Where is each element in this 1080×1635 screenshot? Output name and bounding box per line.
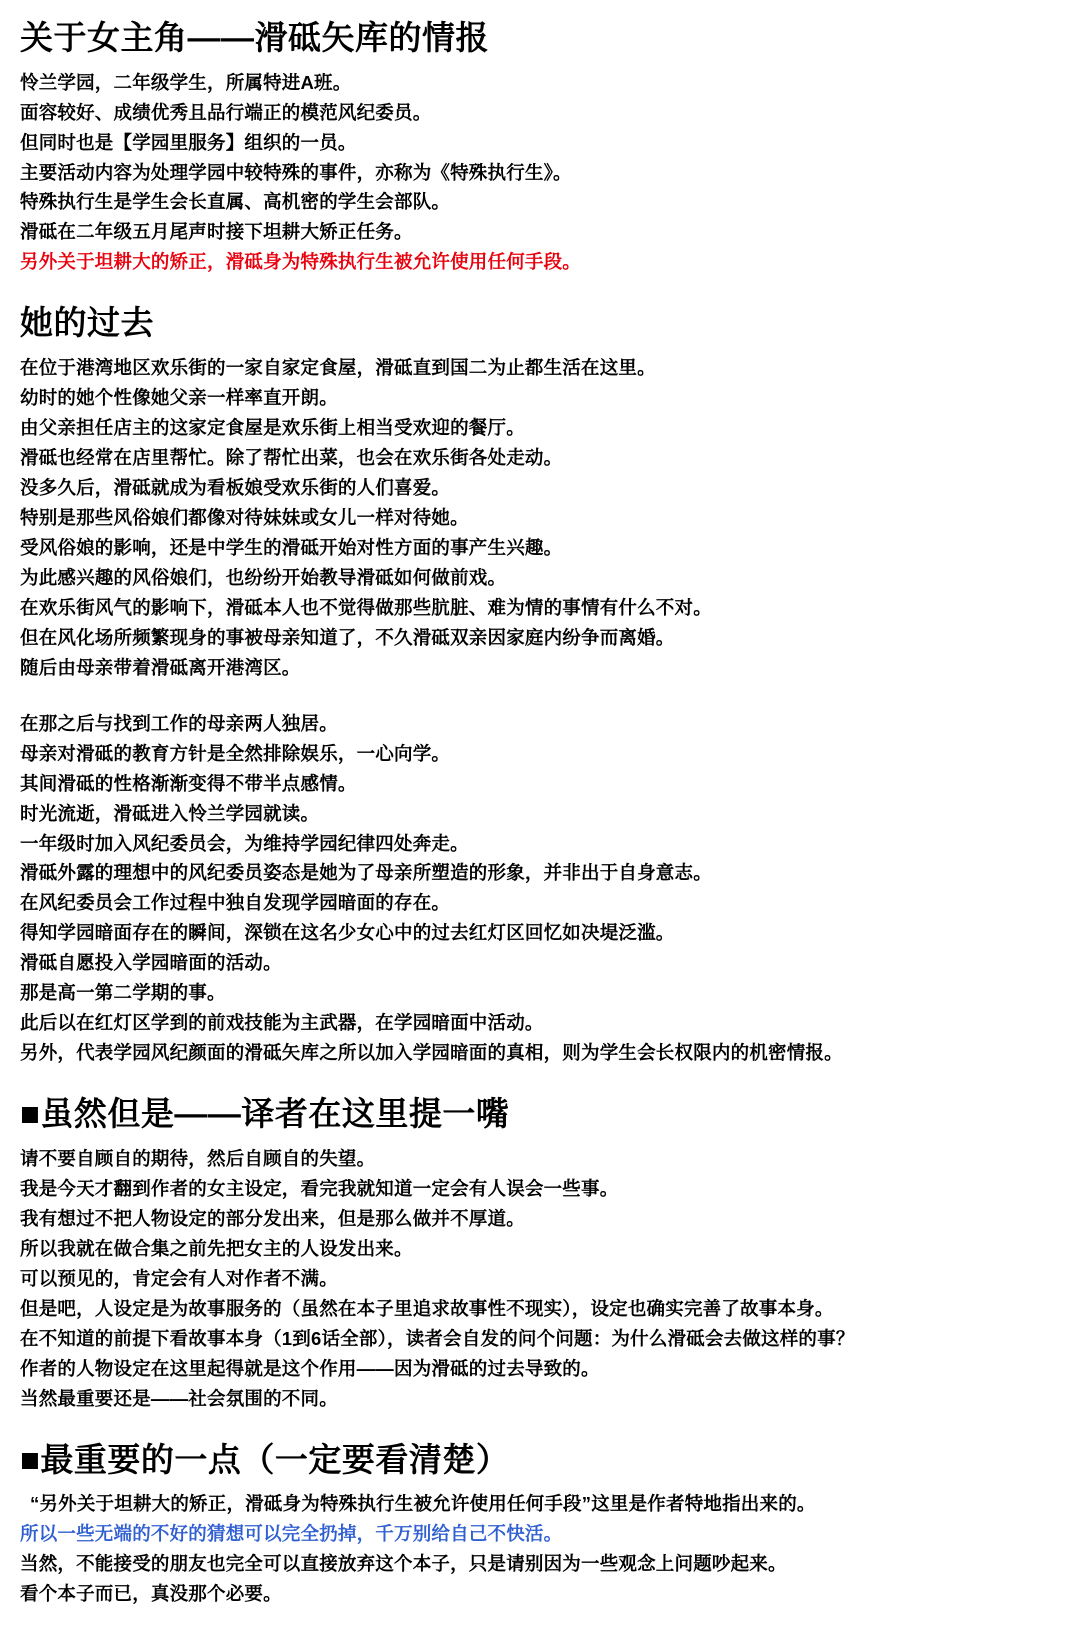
text-line: 看个本子而已，真没那个必要。 [20, 1583, 282, 1605]
text-line: 我是今天才翻到作者的女主设定，看完我就知道一定会有人误会一些事。 [20, 1177, 619, 1199]
text-line: 由父亲担任店主的这家定食屋是欢乐街上相当受欢迎的餐厅。 [20, 416, 525, 438]
text-line: 其间滑砥的性格渐渐变得不带半点感情。 [20, 772, 357, 794]
section-title-translator-note: ■虽然但是——译者在这里提一嘴 [20, 1095, 510, 1133]
text-line: 滑砥自愿投入学园暗面的活动。 [20, 952, 282, 974]
text-line: 为此感兴趣的风俗娘们，也纷纷开始教导滑砥如何做前戏。 [20, 566, 507, 588]
paragraph [20, 1144, 1056, 1414]
text-line: 特殊执行生是学生会长直属、高机密的学生会部队。 [20, 191, 451, 213]
text-line: 在不知道的前提下看故事本身（1到6话全部），读者会自发的问个问题：为什么滑砥会去做这样的事？ [20, 1327, 855, 1349]
paragraph [20, 68, 1056, 278]
text-line: 时光流逝，滑砥进入怜兰学园就读。 [20, 802, 320, 824]
text-line: 另外，代表学园风纪颜面的滑砥矢库之所以加入学园暗面的真相，则为学生会长权限内的机密情报。 [20, 1042, 843, 1064]
text-line: 面容较好、成绩优秀且品行端正的模范风纪委员。 [20, 101, 432, 123]
document-content [20, 18, 1056, 1609]
text-line: 在位于港湾地区欢乐街的一家自家定食屋，滑砥直到国二为止都生活在这里。 [20, 356, 656, 378]
text-line: 在风纪委员会工作过程中独自发现学园暗面的存在。 [20, 892, 451, 914]
text-line: 主要活动内容为处理学园中较特殊的事件，亦称为《特殊执行生》。 [20, 161, 572, 183]
text-line: 受风俗娘的影响，还是中学生的滑砥开始对性方面的事产生兴趣。 [20, 536, 563, 558]
text-line: 当然最重要还是——社会氛围的不同。 [20, 1387, 338, 1409]
text-line: 那是高一第二学期的事。 [20, 982, 226, 1004]
text-line: 在那之后与找到工作的母亲两人独居。 [20, 712, 338, 734]
text-line: “另外关于坦耕大的矫正，滑砥身为特殊执行生被允许使用任何手段”这里是作者特地指出来的。 [30, 1493, 816, 1515]
text-line: 作者的人物设定在这里起得就是这个作用——因为滑砥的过去导致的。 [20, 1357, 600, 1379]
text-line: 得知学园暗面存在的瞬间，深锁在这名少女心中的过去红灯区回忆如决堤泛滥。 [20, 922, 675, 944]
section-title-her-past: 她的过去 [20, 304, 154, 342]
text-line: 另外关于坦耕大的矫正，滑砥身为特殊执行生被允许使用任何手段。 [20, 251, 582, 273]
text-line: 我有想过不把人物设定的部分发出来，但是那么做并不厚道。 [20, 1207, 525, 1229]
text-line: 但同时也是【学园里服务】组织的一员。 [20, 131, 357, 153]
text-line: 母亲对滑砥的教育方针是全然排除娱乐，一心向学。 [20, 742, 451, 764]
text-line: 特别是那些风俗娘们都像对待妹妹或女儿一样对待她。 [20, 506, 469, 528]
text-line: 此后以在红灯区学到的前戏技能为主武器，在学园暗面中活动。 [20, 1012, 544, 1034]
text-line: 所以一些无端的不好的猜想可以完全扔掉，千万别给自己不快活。 [20, 1523, 563, 1545]
text-line: 没多久后，滑砥就成为看板娘受欢乐街的人们喜爱。 [20, 476, 451, 498]
paragraph [20, 709, 1056, 1069]
paragraph [20, 1489, 1056, 1609]
text-line: 随后由母亲带着滑砥离开港湾区。 [20, 656, 301, 678]
text-line: 滑砥外露的理想中的风纪委员姿态是她为了母亲所塑造的形象，并非出于自身意志。 [20, 862, 712, 884]
text-line: 所以我就在做合集之前先把女主的人设发出来。 [20, 1237, 413, 1259]
section-title-most-important: ■最重要的一点（一定要看清楚） [20, 1440, 510, 1478]
text-line: 滑砥在二年级五月尾声时接下坦耕大矫正任务。 [20, 221, 413, 243]
text-line: 可以预见的，肯定会有人对作者不满。 [20, 1267, 338, 1289]
text-line: 怜兰学园，二年级学生，所属特进A班。 [20, 71, 352, 93]
text-line: 请不要自顾自的期待，然后自顾自的失望。 [20, 1147, 376, 1169]
text-line: 幼时的她个性像她父亲一样率直开朗。 [20, 386, 338, 408]
text-line: 当然，不能接受的朋友也完全可以直接放弃这个本子，只是请别因为一些观念上问题吵起来。 [20, 1553, 787, 1575]
paragraph [20, 353, 1056, 683]
text-line: 滑砥也经常在店里帮忙。除了帮忙出菜，也会在欢乐街各处走动。 [20, 446, 563, 468]
text-line: 在欢乐街风气的影响下，滑砥本人也不觉得做那些肮脏、难为情的事情有什么不对。 [20, 596, 712, 618]
text-line: 但是吧，人设定是为故事服务的（虽然在本子里追求故事性不现实），设定也确实完善了故事本身。 [20, 1297, 834, 1319]
text-line: 但在风化场所频繁现身的事被母亲知道了，不久滑砥双亲因家庭内纷争而离婚。 [20, 626, 675, 648]
section-title-heroine-info: 关于女主角——滑砥矢库的情报 [20, 19, 489, 56]
text-line: 一年级时加入风纪委员会，为维持学园纪律四处奔走。 [20, 832, 469, 854]
paragraph-spacer [20, 689, 1056, 709]
